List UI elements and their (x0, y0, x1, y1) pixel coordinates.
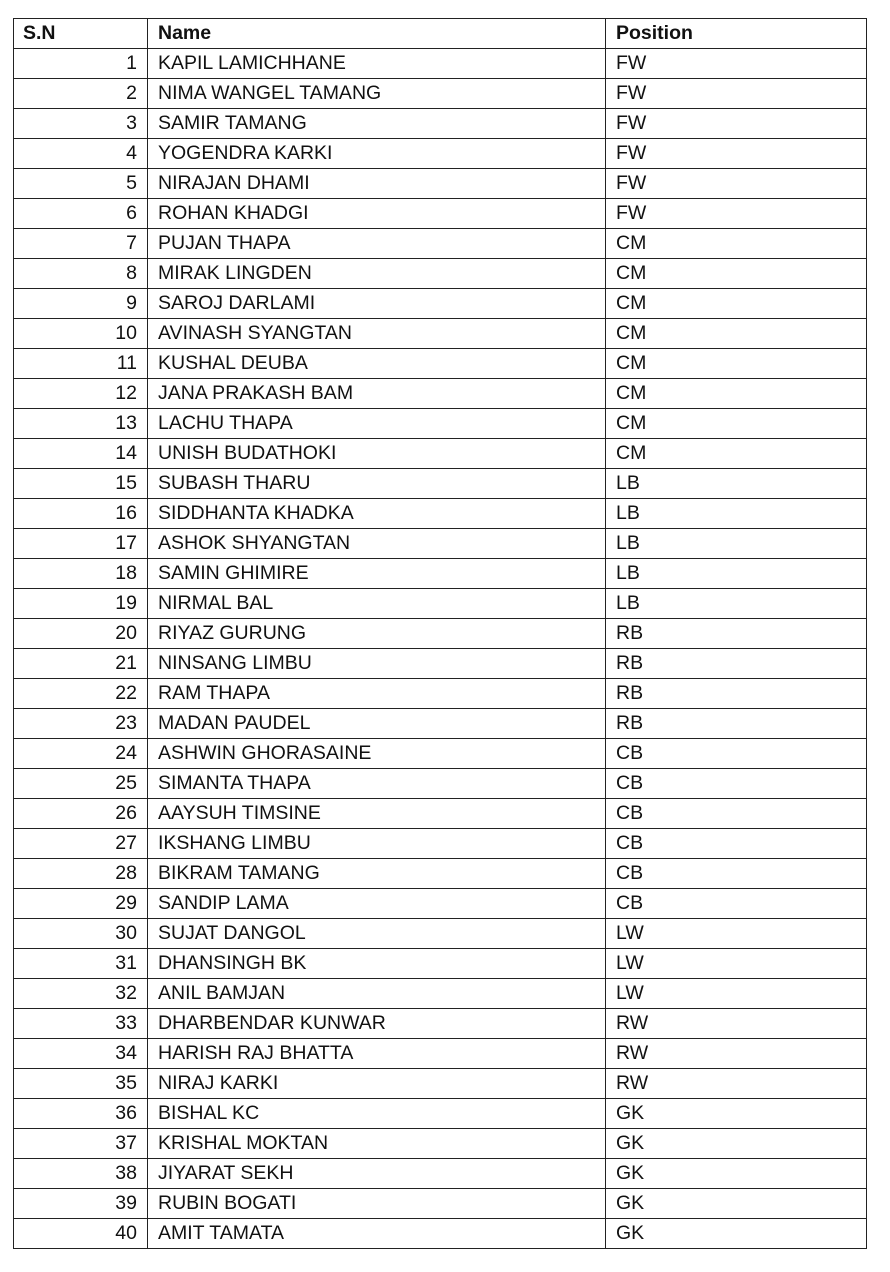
position-cell: GK (606, 1159, 867, 1189)
table-row (14, 799, 867, 829)
position-cell: GK (606, 1219, 867, 1249)
player-name-cell: NINSANG LIMBU (148, 649, 606, 679)
position-cell: LB (606, 469, 867, 499)
serial-number-cell: 33 (14, 1009, 148, 1039)
player-roster-table (13, 18, 867, 1249)
serial-number-cell: 9 (14, 289, 148, 319)
serial-number-cell: 28 (14, 859, 148, 889)
player-name-cell: SUBASH THARU (148, 469, 606, 499)
table-row (14, 499, 867, 529)
table-row (14, 1039, 867, 1069)
player-name-cell: NIRMAL BAL (148, 589, 606, 619)
player-name-cell: PUJAN THAPA (148, 229, 606, 259)
player-name-cell: BIKRAM TAMANG (148, 859, 606, 889)
player-name-cell: NIRAJ KARKI (148, 1069, 606, 1099)
position-cell: LB (606, 499, 867, 529)
serial-number-cell: 12 (14, 379, 148, 409)
player-name-cell: SIDDHANTA KHADKA (148, 499, 606, 529)
serial-number-cell: 14 (14, 439, 148, 469)
table-row (14, 259, 867, 289)
position-cell: CB (606, 769, 867, 799)
player-name-cell: DHARBENDAR KUNWAR (148, 1009, 606, 1039)
serial-number-cell: 22 (14, 679, 148, 709)
serial-number-cell: 13 (14, 409, 148, 439)
serial-number-cell: 16 (14, 499, 148, 529)
serial-number-cell: 35 (14, 1069, 148, 1099)
table-row (14, 619, 867, 649)
table-row (14, 109, 867, 139)
table-row (14, 139, 867, 169)
serial-number-cell: 32 (14, 979, 148, 1009)
player-name-cell: JANA PRAKASH BAM (148, 379, 606, 409)
table-row (14, 679, 867, 709)
position-cell: RW (606, 1009, 867, 1039)
player-name-cell: SAMIN GHIMIRE (148, 559, 606, 589)
position-cell: FW (606, 169, 867, 199)
player-name-cell: DHANSINGH BK (148, 949, 606, 979)
position-cell: CM (606, 289, 867, 319)
table-row (14, 529, 867, 559)
serial-number-cell: 34 (14, 1039, 148, 1069)
player-name-cell: AAYSUH TIMSINE (148, 799, 606, 829)
serial-number-cell: 17 (14, 529, 148, 559)
serial-number-cell: 2 (14, 79, 148, 109)
player-name-cell: ASHOK SHYANGTAN (148, 529, 606, 559)
player-name-cell: NIRAJAN DHAMI (148, 169, 606, 199)
player-name-cell: AVINASH SYANGTAN (148, 319, 606, 349)
position-cell: FW (606, 49, 867, 79)
position-cell: GK (606, 1129, 867, 1159)
table-row (14, 319, 867, 349)
table-row (14, 769, 867, 799)
serial-number-cell: 18 (14, 559, 148, 589)
position-column-header: Position (606, 19, 867, 49)
table-row (14, 709, 867, 739)
table-row (14, 919, 867, 949)
position-cell: FW (606, 139, 867, 169)
serial-number-cell: 36 (14, 1099, 148, 1129)
table-row (14, 859, 867, 889)
position-cell: CM (606, 319, 867, 349)
table-row (14, 409, 867, 439)
serial-number-cell: 38 (14, 1159, 148, 1189)
player-name-cell: IKSHANG LIMBU (148, 829, 606, 859)
player-name-cell: YOGENDRA KARKI (148, 139, 606, 169)
player-name-cell: HARISH RAJ BHATTA (148, 1039, 606, 1069)
player-name-cell: NIMA WANGEL TAMANG (148, 79, 606, 109)
table-row (14, 169, 867, 199)
table-row (14, 649, 867, 679)
position-cell: RB (606, 709, 867, 739)
position-cell: RB (606, 649, 867, 679)
position-cell: GK (606, 1099, 867, 1129)
serial-number-cell: 31 (14, 949, 148, 979)
player-name-cell: ASHWIN GHORASAINE (148, 739, 606, 769)
player-name-cell: KAPIL LAMICHHANE (148, 49, 606, 79)
player-name-cell: MIRAK LINGDEN (148, 259, 606, 289)
table-row (14, 439, 867, 469)
position-cell: CB (606, 859, 867, 889)
player-name-cell: ROHAN KHADGI (148, 199, 606, 229)
position-cell: RB (606, 619, 867, 649)
position-cell: FW (606, 199, 867, 229)
player-name-cell: RIYAZ GURUNG (148, 619, 606, 649)
serial-number-cell: 15 (14, 469, 148, 499)
serial-number-cell: 30 (14, 919, 148, 949)
player-name-cell: MADAN PAUDEL (148, 709, 606, 739)
player-name-cell: ANIL BAMJAN (148, 979, 606, 1009)
serial-number-cell: 26 (14, 799, 148, 829)
table-row (14, 1069, 867, 1099)
table-row (14, 1129, 867, 1159)
position-cell: CM (606, 259, 867, 289)
position-cell: CM (606, 409, 867, 439)
player-name-cell: SUJAT DANGOL (148, 919, 606, 949)
table-row (14, 229, 867, 259)
player-name-cell: KUSHAL DEUBA (148, 349, 606, 379)
position-cell: CB (606, 829, 867, 859)
player-name-cell: BISHAL KC (148, 1099, 606, 1129)
serial-number-cell: 5 (14, 169, 148, 199)
position-cell: LW (606, 979, 867, 1009)
position-cell: CB (606, 799, 867, 829)
position-cell: FW (606, 109, 867, 139)
serial-number-cell: 40 (14, 1219, 148, 1249)
player-name-cell: KRISHAL MOKTAN (148, 1129, 606, 1159)
table-row (14, 829, 867, 859)
table-row (14, 739, 867, 769)
player-name-cell: RAM THAPA (148, 679, 606, 709)
serial-number-cell: 25 (14, 769, 148, 799)
serial-number-cell: 3 (14, 109, 148, 139)
serial-number-cell: 6 (14, 199, 148, 229)
position-cell: RB (606, 679, 867, 709)
table-row (14, 379, 867, 409)
player-name-cell: SAROJ DARLAMI (148, 289, 606, 319)
serial-number-cell: 10 (14, 319, 148, 349)
player-name-cell: SAMIR TAMANG (148, 109, 606, 139)
serial-number-cell: 20 (14, 619, 148, 649)
table-row (14, 79, 867, 109)
serial-number-cell: 39 (14, 1189, 148, 1219)
player-name-cell: SIMANTA THAPA (148, 769, 606, 799)
table-row (14, 199, 867, 229)
table-row (14, 589, 867, 619)
table-row (14, 1009, 867, 1039)
position-cell: GK (606, 1189, 867, 1219)
position-cell: LB (606, 559, 867, 589)
serial-number-cell: 19 (14, 589, 148, 619)
player-name-cell: JIYARAT SEKH (148, 1159, 606, 1189)
position-cell: RW (606, 1069, 867, 1099)
table-row (14, 949, 867, 979)
serial-number-cell: 1 (14, 49, 148, 79)
player-name-cell: LACHU THAPA (148, 409, 606, 439)
table-header-row (14, 19, 867, 49)
position-cell: CM (606, 349, 867, 379)
serial-number-cell: 7 (14, 229, 148, 259)
position-cell: LW (606, 919, 867, 949)
serial-number-cell: 21 (14, 649, 148, 679)
sn-column-header: S.N (14, 19, 148, 49)
table-row (14, 49, 867, 79)
player-name-cell: RUBIN BOGATI (148, 1189, 606, 1219)
serial-number-cell: 8 (14, 259, 148, 289)
table-row (14, 1189, 867, 1219)
position-cell: CM (606, 379, 867, 409)
serial-number-cell: 29 (14, 889, 148, 919)
table-row (14, 1099, 867, 1129)
position-cell: FW (606, 79, 867, 109)
table-row (14, 289, 867, 319)
table-row (14, 559, 867, 589)
serial-number-cell: 23 (14, 709, 148, 739)
serial-number-cell: 24 (14, 739, 148, 769)
serial-number-cell: 27 (14, 829, 148, 859)
position-cell: RW (606, 1039, 867, 1069)
table-row (14, 469, 867, 499)
table-body (14, 49, 867, 1249)
player-name-cell: UNISH BUDATHOKI (148, 439, 606, 469)
serial-number-cell: 37 (14, 1129, 148, 1159)
player-name-cell: AMIT TAMATA (148, 1219, 606, 1249)
name-column-header: Name (148, 19, 606, 49)
position-cell: CM (606, 229, 867, 259)
position-cell: CB (606, 889, 867, 919)
serial-number-cell: 4 (14, 139, 148, 169)
serial-number-cell: 11 (14, 349, 148, 379)
position-cell: LB (606, 529, 867, 559)
player-name-cell: SANDIP LAMA (148, 889, 606, 919)
table-row (14, 979, 867, 1009)
table-row (14, 1159, 867, 1189)
position-cell: LB (606, 589, 867, 619)
position-cell: CM (606, 439, 867, 469)
position-cell: CB (606, 739, 867, 769)
table-row (14, 349, 867, 379)
table-row (14, 1219, 867, 1249)
table-row (14, 889, 867, 919)
position-cell: LW (606, 949, 867, 979)
